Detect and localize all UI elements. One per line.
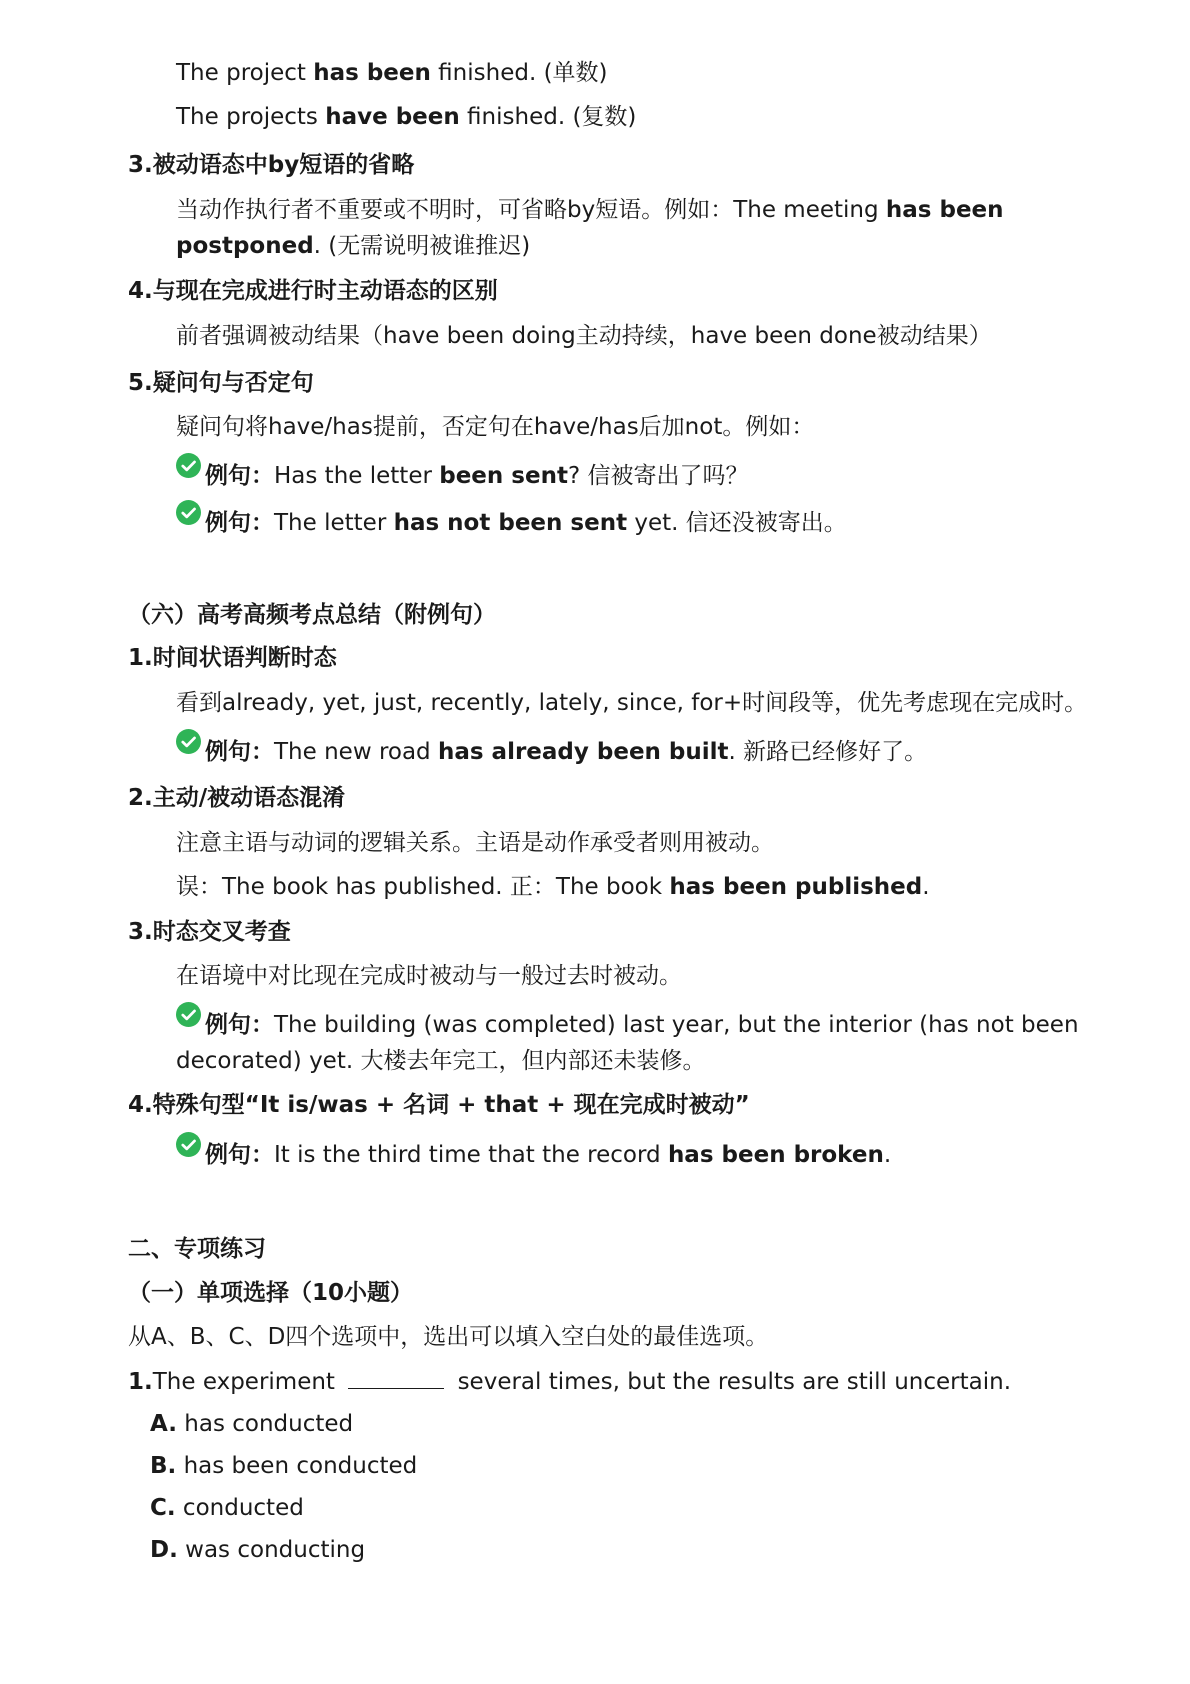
instructions: 从A、B、C、D四个选项中，选出可以填入空白处的最佳选项。 <box>128 1324 769 1350</box>
paragraph-voice-confusion: 注意主语与动词的逻辑关系。主语是动作承受者则用被动。 <box>176 830 774 856</box>
text: The projects <box>176 104 326 130</box>
bold-text: been sent <box>439 463 568 489</box>
heading-special-pattern: 4.特殊句型“It is/was + 名词 + that + 现在完成时被动” <box>128 1092 750 1118</box>
text: Has the letter <box>274 463 440 489</box>
example-label: 例句： <box>205 510 274 536</box>
question-number: 1. <box>128 1369 153 1395</box>
paragraph-by-omission-1 <box>176 193 1004 227</box>
option-letter: D. <box>150 1537 178 1563</box>
paragraph-wrong-right <box>176 870 930 904</box>
paragraph-time-adverbial: 看到already, yet, just, recently, lately, since, for+时间段等，优先考虑现在完成时。 <box>176 690 1088 716</box>
heading-difference: 4.与现在完成进行时主动语态的区别 <box>128 278 498 304</box>
check-circle-icon <box>176 1132 201 1157</box>
text: several times, but the results are still uncertain. <box>450 1369 1012 1395</box>
option-text: was conducting <box>177 1537 366 1563</box>
text: yet. 信还没被寄出。 <box>627 510 847 536</box>
example-label: 例句： <box>205 1142 274 1168</box>
text: . (无需说明被谁推迟) <box>313 233 531 259</box>
bold-text: has been published <box>669 874 923 900</box>
bold-text: has been <box>313 60 431 86</box>
section-title-summary: （六）高考高频考点总结（附例句） <box>128 602 496 628</box>
paragraph-tense-cross: 在语境中对比现在完成时被动与一般过去时被动。 <box>176 963 682 989</box>
text: It is the third time that the record <box>274 1142 668 1168</box>
example-sentence <box>176 506 847 540</box>
text: The experiment <box>152 1369 343 1395</box>
option-letter: C. <box>150 1495 176 1521</box>
example-sentence <box>176 1008 1079 1042</box>
text: finished. (单数) <box>430 60 608 86</box>
section-title-practice: 二、专项练习 <box>128 1236 266 1262</box>
heading-time-adverbial: 1.时间状语判断时态 <box>128 645 337 671</box>
answer-blank <box>348 1366 444 1389</box>
text: The letter <box>274 510 394 536</box>
option-d <box>150 1533 365 1567</box>
text: The building (was completed) last year, but the interior (has not been <box>274 1012 1079 1038</box>
text: The project <box>176 60 314 86</box>
bold-text: has already been built <box>437 739 729 765</box>
example-label: 例句： <box>205 739 274 765</box>
bold-text: have been <box>325 104 460 130</box>
text: finished. (复数) <box>459 104 637 130</box>
bold-text: has not been sent <box>393 510 628 536</box>
paragraph-difference: 前者强调被动结果（have been doing主动持续，have been done被动结果） <box>176 323 992 349</box>
bold-text: has been broken <box>667 1142 884 1168</box>
paragraph-question-negative: 疑问句将have/has提前，否定句在have/has后加not。例如： <box>176 414 815 440</box>
bold-text: postponed <box>176 233 314 259</box>
heading-question-negative: 5.疑问句与否定句 <box>128 370 314 396</box>
option-letter: B. <box>150 1453 177 1479</box>
option-text: has conducted <box>176 1411 354 1437</box>
option-a <box>150 1407 353 1441</box>
check-circle-icon <box>176 453 201 478</box>
example-sentence-continuation: decorated) yet. 大楼去年完工，但内部还未装修。 <box>176 1048 706 1074</box>
subsection-title-multiple-choice: （一）单项选择（10小题） <box>128 1280 414 1306</box>
option-text: has been conducted <box>176 1453 418 1479</box>
paragraph-by-omission-2 <box>176 229 530 263</box>
option-b <box>150 1449 417 1483</box>
text: The new road <box>274 739 438 765</box>
example-sentence <box>176 1138 891 1172</box>
heading-voice-confusion: 2.主动/被动语态混淆 <box>128 785 346 811</box>
example-sentence <box>176 735 927 769</box>
check-circle-icon <box>176 1002 201 1027</box>
text: . <box>922 874 930 900</box>
option-letter: A. <box>150 1411 177 1437</box>
option-c <box>150 1491 304 1525</box>
text: . <box>883 1142 892 1168</box>
heading-tense-cross: 3.时态交叉考查 <box>128 919 291 945</box>
check-circle-icon <box>176 729 201 754</box>
example-sentence <box>176 459 748 493</box>
example-label: 例句： <box>205 463 274 489</box>
text: 误：The book has published. 正：The book <box>176 874 670 900</box>
heading-by-omission: 3.被动语态中by短语的省略 <box>128 152 415 178</box>
example-label: 例句： <box>205 1012 274 1038</box>
text: . 新路已经修好了。 <box>728 739 928 765</box>
bold-text: has been <box>885 197 1004 223</box>
question-1 <box>128 1365 1011 1399</box>
example-plural <box>176 100 636 134</box>
text: ? 信被寄出了吗？ <box>567 463 749 489</box>
example-singular <box>176 56 608 90</box>
check-circle-icon <box>176 500 201 525</box>
option-text: conducted <box>175 1495 304 1521</box>
text: 当动作执行者不重要或不明时，可省略by短语。例如：The meeting <box>176 197 886 223</box>
